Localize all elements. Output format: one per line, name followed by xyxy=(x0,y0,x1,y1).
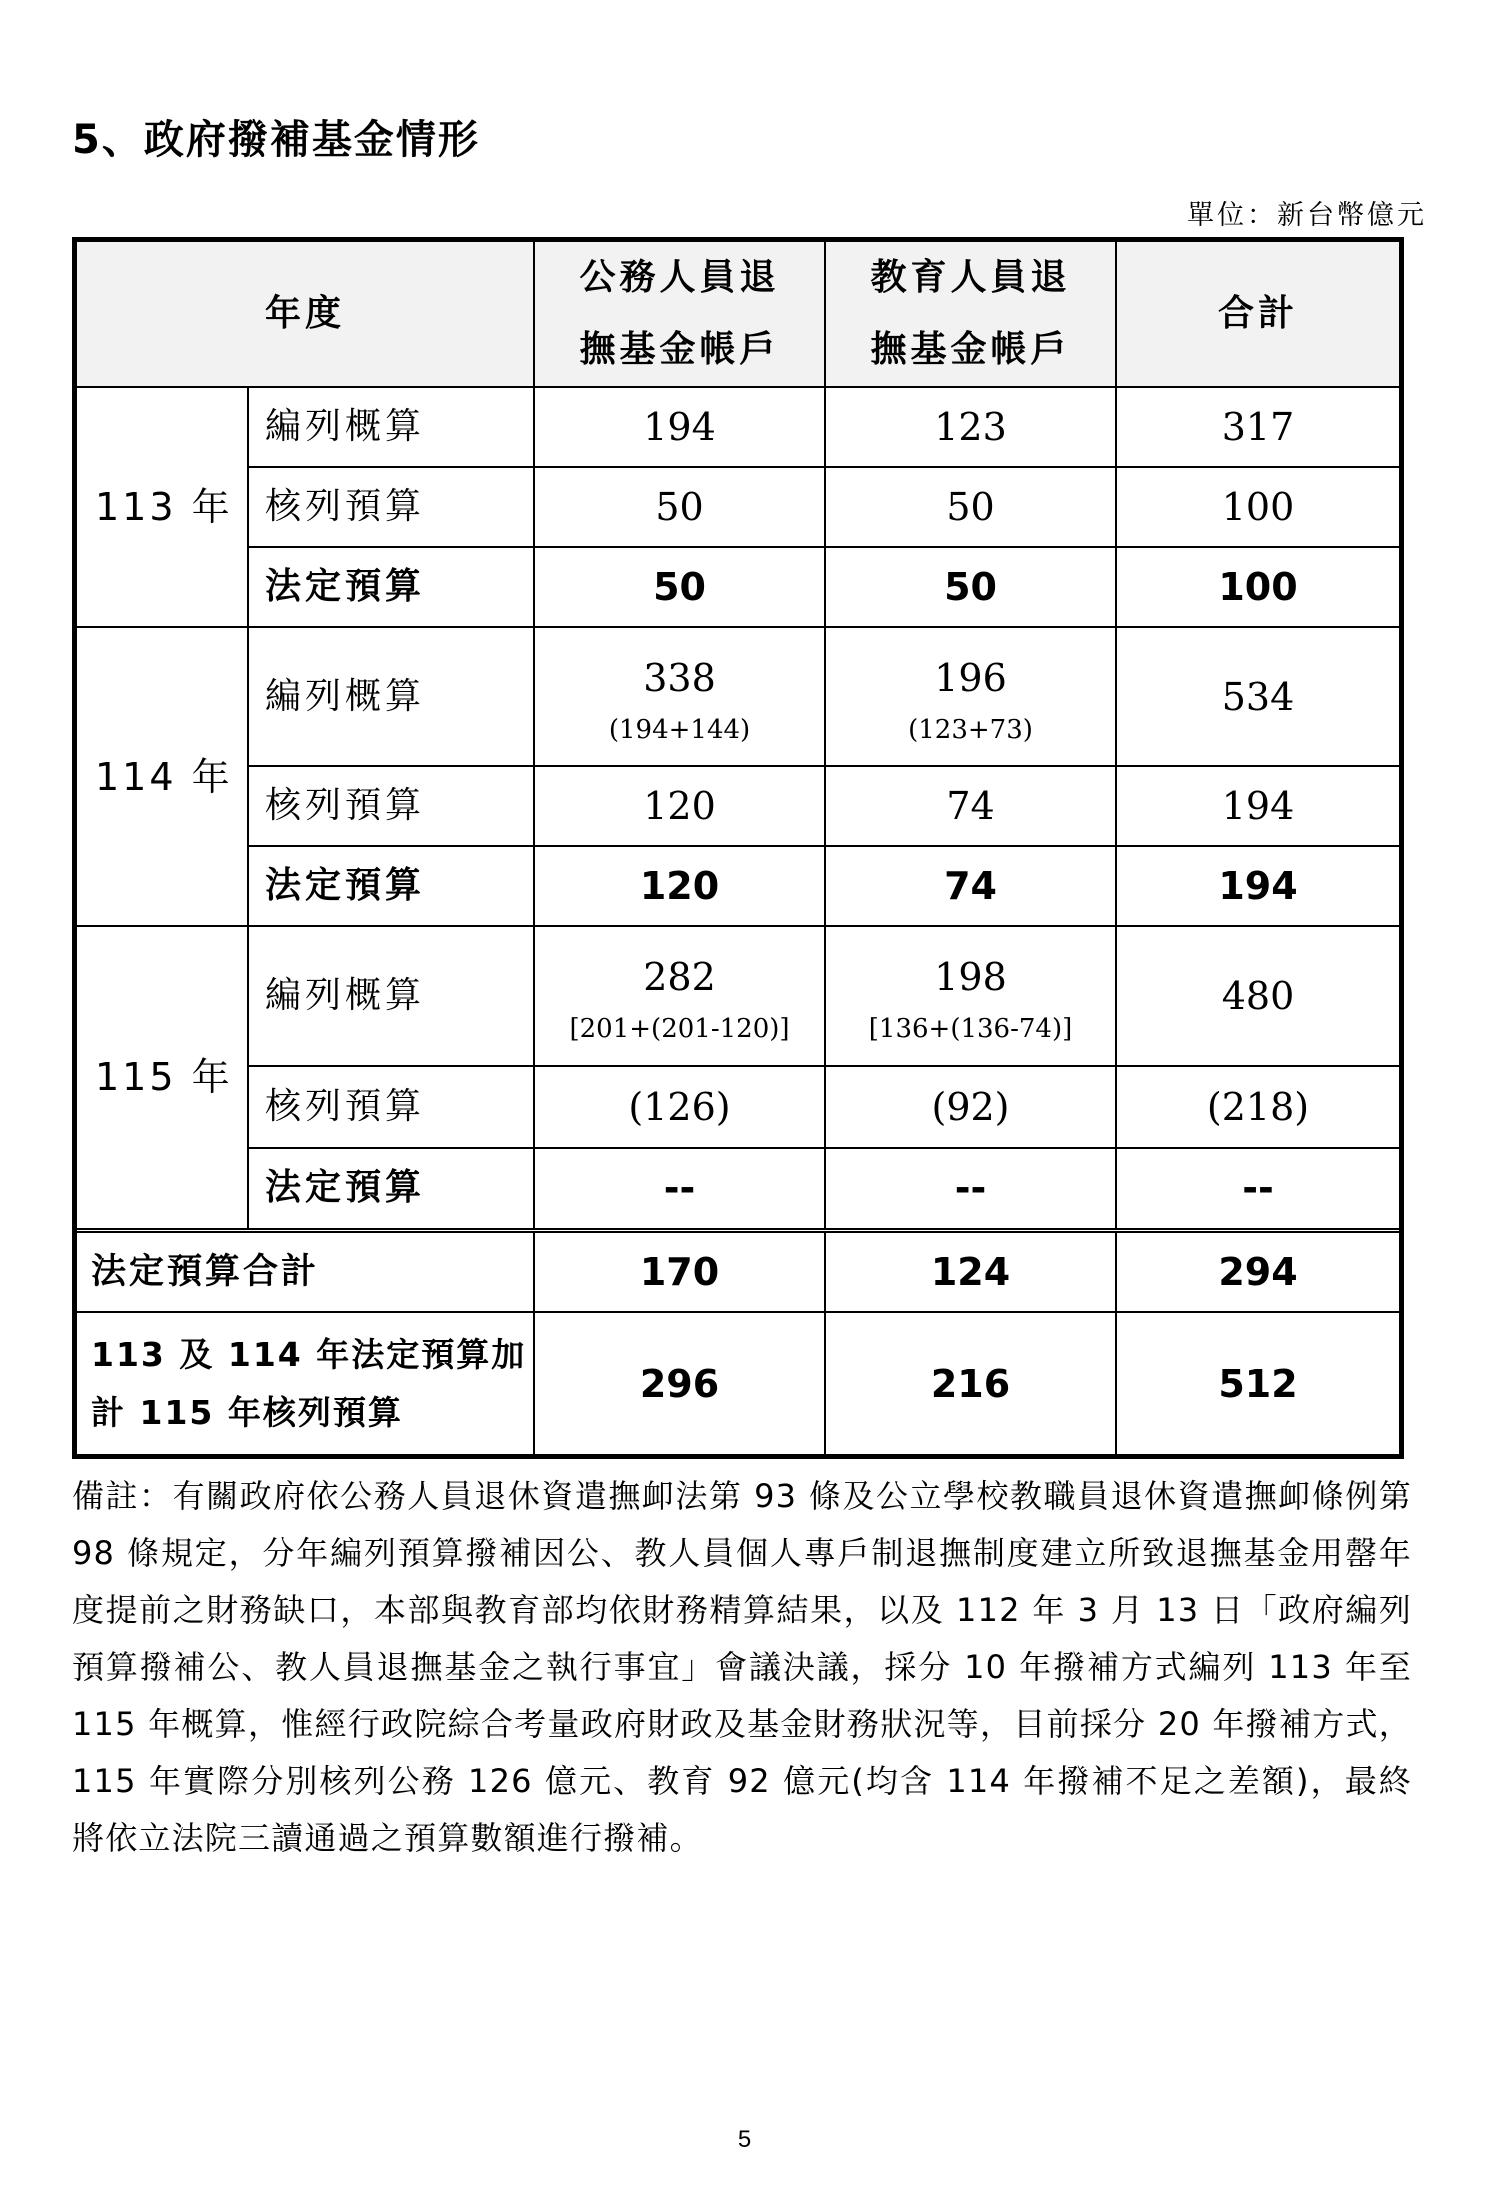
header-edu-line2: 撫基金帳戶 xyxy=(870,329,1071,370)
table-row xyxy=(77,766,1399,846)
y114-estimate-total: 534 xyxy=(1116,627,1399,766)
statutory-total-edu: 124 xyxy=(825,1230,1116,1312)
header-year: 年度 xyxy=(77,242,534,387)
combined-total-total: 512 xyxy=(1116,1312,1399,1454)
y113-estimate-total: 317 xyxy=(1116,387,1399,467)
y115-approved-civil: (126) xyxy=(534,1066,825,1148)
footnote: 備註：有關政府依公務人員退休資遣撫卹法第 93 條及公立學校教職員退休資遣撫卹條例第 98 條規定，分年編列預算撥補因公、教人員個人專戶制退撫制度建立所致退撫基金用罄年度提前之財務缺口，本部與教育部均依財務精算結果，以及 112 年 3 月 13 日「政府編列預算撥補公、教人員退撫基金之執行事宜」會議決議，採分 10 年撥補方式編列 113 年至 115 年概算，惟經行政院綜合考量政府財政及基金財務狀況等，目前採分 20 年撥補方式，115 年實際分別核列公務 126 億元、教育 92 億元(均含 114 年撥補不足之差額)，最終將依立法院三讀通過之預算數額進行撥補。 xyxy=(72,1477,1412,1857)
y114-estimate-edu: 196 xyxy=(934,655,1007,700)
y114-statutory-civil: 120 xyxy=(534,846,825,926)
statutory-total-civil: 170 xyxy=(534,1230,825,1312)
y114-statutory-total: 194 xyxy=(1116,846,1399,926)
y113-approved-edu: 50 xyxy=(825,467,1116,547)
table-row xyxy=(77,547,1399,627)
combined-total-row xyxy=(77,1312,1399,1454)
type-approved: 核列預算 xyxy=(248,1066,534,1148)
type-estimate: 編列概算 xyxy=(248,387,534,467)
table-row xyxy=(77,926,1399,1066)
type-approved: 核列預算 xyxy=(248,467,534,547)
header-total: 合計 xyxy=(1116,242,1399,387)
y113-statutory-civil: 50 xyxy=(534,547,825,627)
statutory-total-total: 294 xyxy=(1116,1230,1399,1312)
type-estimate: 編列概算 xyxy=(248,926,534,1066)
table-row xyxy=(77,627,1399,766)
y114-approved-civil: 120 xyxy=(534,766,825,846)
header-civil-account xyxy=(534,242,825,387)
y115-statutory-edu: -- xyxy=(825,1148,1116,1230)
combined-total-label-line1: 113 及 114 年法定預算加 xyxy=(91,1334,527,1374)
y115-estimate-edu-breakdown: [136+(136-74)] xyxy=(868,1014,1073,1044)
page-number: 5 xyxy=(737,2126,752,2153)
y115-estimate-edu-cell xyxy=(825,926,1116,1066)
year-114: 114 年 xyxy=(77,627,248,926)
y115-statutory-civil: -- xyxy=(534,1148,825,1230)
y115-approved-edu: (92) xyxy=(825,1066,1116,1148)
type-statutory: 法定預算 xyxy=(248,846,534,926)
header-edu-account xyxy=(825,242,1116,387)
combined-total-edu: 216 xyxy=(825,1312,1116,1454)
y115-estimate-civil: 282 xyxy=(643,955,716,999)
y113-statutory-total: 100 xyxy=(1116,547,1399,627)
y114-estimate-civil-cell xyxy=(534,627,825,766)
type-statutory: 法定預算 xyxy=(248,547,534,627)
type-estimate: 編列概算 xyxy=(248,627,534,766)
statutory-total-row xyxy=(77,1230,1399,1312)
type-approved: 核列預算 xyxy=(248,766,534,846)
unit-label: 單位：新台幣億元 xyxy=(1187,200,1427,231)
page-title: 5、政府撥補基金情形 xyxy=(72,117,480,163)
y115-estimate-civil-breakdown: [201+(201-120)] xyxy=(569,1014,790,1044)
y115-approved-total: (218) xyxy=(1116,1066,1399,1148)
header-civil-line1: 公務人員退 xyxy=(579,257,780,298)
y115-statutory-total: -- xyxy=(1116,1148,1399,1230)
table-row xyxy=(77,387,1399,467)
table-row xyxy=(77,1148,1399,1230)
y115-estimate-total: 480 xyxy=(1116,926,1399,1066)
year-115: 115 年 xyxy=(77,926,248,1230)
y114-approved-total: 194 xyxy=(1116,766,1399,846)
combined-total-label xyxy=(77,1312,534,1454)
y114-approved-edu: 74 xyxy=(825,766,1116,846)
combined-total-label-line2: 計 115 年核列預算 xyxy=(91,1392,403,1432)
y113-approved-total: 100 xyxy=(1116,467,1399,547)
table-header-row xyxy=(77,242,1399,387)
y114-statutory-edu: 74 xyxy=(825,846,1116,926)
table-row xyxy=(77,467,1399,547)
type-statutory: 法定預算 xyxy=(248,1148,534,1230)
y115-estimate-edu: 198 xyxy=(934,955,1007,999)
statutory-total-label: 法定預算合計 xyxy=(77,1230,534,1312)
y114-estimate-edu-cell xyxy=(825,627,1116,766)
y113-statutory-edu: 50 xyxy=(825,547,1116,627)
y113-estimate-edu: 123 xyxy=(825,387,1116,467)
header-civil-line2: 撫基金帳戶 xyxy=(579,329,780,370)
y115-estimate-civil-cell xyxy=(534,926,825,1066)
y114-estimate-civil-breakdown: (194+144) xyxy=(608,714,751,745)
fund-table xyxy=(72,237,1404,1459)
y114-estimate-civil: 338 xyxy=(643,655,716,700)
table-row xyxy=(77,846,1399,926)
combined-total-civil: 296 xyxy=(534,1312,825,1454)
year-113: 113 年 xyxy=(77,387,248,627)
header-edu-line1: 教育人員退 xyxy=(870,257,1071,298)
table-row xyxy=(77,1066,1399,1148)
y113-approved-civil: 50 xyxy=(534,467,825,547)
y114-estimate-edu-breakdown: (123+73) xyxy=(908,714,1033,745)
y113-estimate-civil: 194 xyxy=(534,387,825,467)
